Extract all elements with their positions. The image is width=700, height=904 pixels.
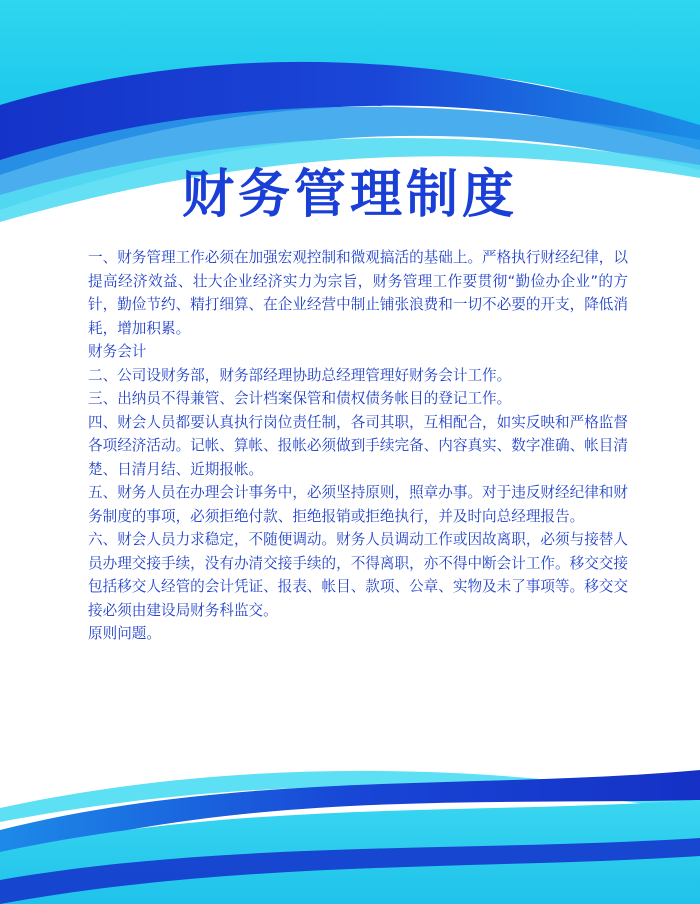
paragraph-6: 六、财会人员力求稳定，不随便调动。财务人员调动工作或因故离职，必须与接替人员办理交接手续，没有办清交接手续的，不得离职，亦不得中断会计工作。移交交接包括移交人经管的会计凭证、报表、帐目、款项、公章、实物及未了事项等。移交交接必须由建设局财务科监交。 — [88, 531, 628, 619]
regulation-text — [88, 246, 628, 646]
poster-title: 财务管理制度 — [181, 165, 518, 225]
paragraph-2: 二、公司设财务部，财务部经理协助总经理管理好财务会计工作。 — [88, 366, 512, 384]
paragraph-4: 四、财会人员都要认真执行岗位责任制，各司其职，互相配合，如实反映和严格监督各项经济活动。记帐、算帐、报帐必须做到手续完备、内容真实、数字准确、帐目清楚、日清月结、近期报帐。 — [88, 413, 628, 478]
section-heading-finance-accounting: 财务会计 — [88, 343, 147, 360]
paragraph-3: 三、出纳员不得兼管、会计档案保管和债权债务帐目的登记工作。 — [88, 390, 512, 407]
paragraph-1: 一、财务管理工作必须在加强宏观控制和微观搞活的基础上。严格执行财经纪律，以提高经济效益、壮大企业经济实力为宗旨，财务管理工作要贯彻“勤俭办企业”的方针，勤俭节约、精打细算、在企业经营中制止铺张浪费和一切不必要的开支，降低消耗，增加积累。 — [88, 249, 628, 337]
paragraph-7: 原则问题。 — [88, 625, 161, 642]
paragraph-5: 五、财务人员在办理会计事务中，必须坚持原则，照章办事。对于违反财经纪律和财务制度的事项，必须拒绝付款、拒绝报销或拒绝执行，并及时向总经理报告。 — [88, 484, 628, 525]
